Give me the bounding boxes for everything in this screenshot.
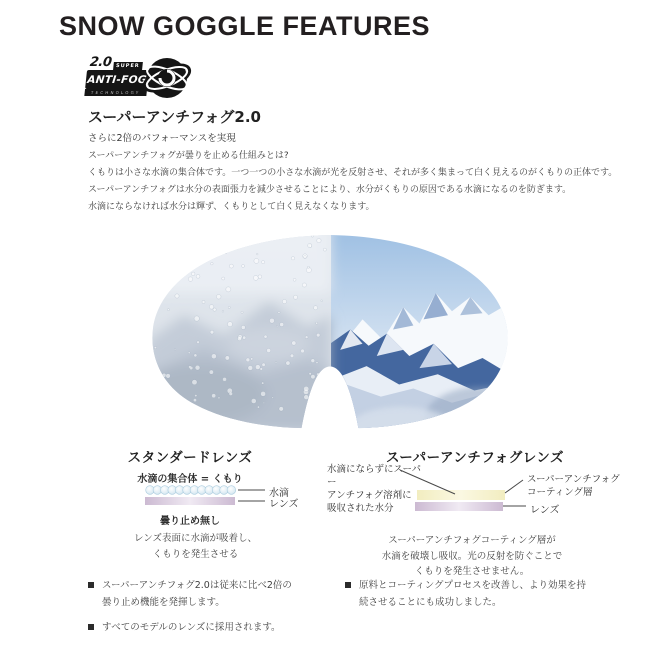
standard-caption: 水滴の集合体 = くもり (137, 474, 243, 485)
lens-label: レンズ (530, 505, 560, 516)
page-title: SNOW GOGGLE FEATURES (59, 11, 431, 41)
anti-fog-logo-text (83, 55, 150, 105)
absorbed-label-line: アンチフォグ溶剤に (327, 490, 412, 501)
lens-bar (145, 497, 235, 505)
bullet-item (88, 578, 338, 611)
bullet-square-icon (345, 582, 351, 588)
standard-diagram-graphic (143, 483, 353, 513)
standard-description (108, 531, 283, 562)
standard-lens-diagram (143, 483, 353, 513)
intro-line: スーパーアンチフォグが曇りを止める仕組みとは? (88, 151, 289, 161)
atom-swirl-icon (142, 53, 192, 103)
intro-line: スーパーアンチフォグは水分の表面張力を減少させることにより、水分がくもりの原因である水滴になるのを防ぎます。 (88, 185, 572, 195)
lens-label: レンズ (269, 499, 299, 510)
intro-line: 水滴にならなければ水分は輝ず、くもりとして白く見えなくなります。 (88, 202, 375, 212)
intro-line: くもりは小さな水滴の集合体です。一つ一つの小さな水滴が光を反射させ、それが多く集まって白く見えるのがくもりの正体です。 (88, 168, 618, 178)
standard-description-line: くもりを発生させる (152, 548, 239, 560)
goggle-lens-image (147, 221, 513, 433)
logo-version: 2.0 (89, 55, 113, 70)
bullet-line: スーパーアンチフォグ2.0は従来に比べ2倍の (102, 580, 292, 591)
bullet-line: 続させることにも成功しました。 (359, 596, 502, 608)
bullet-line: 原料とコーティングプロセスを改善し、より効果を持 (359, 580, 587, 591)
coating-label-line: スーパーアンチフォグ (527, 474, 620, 485)
standard-lens-title: スタンダードレンズ (127, 450, 253, 466)
antifog-lens-diagram (393, 468, 620, 520)
antifog-description-line: くもりを発生させません。 (414, 566, 530, 577)
coating-layer-label (527, 473, 620, 499)
antifog-description (358, 533, 586, 580)
logo-technology-label: TECHNOLOGY (84, 89, 147, 96)
bullet-square-icon (88, 582, 94, 588)
anti-fog-badge-label: ANTI-FOG (86, 73, 148, 86)
logo-super-label: SUPER (113, 62, 143, 70)
antifog-lens-title: スーパーアンチフォグレンズ (385, 450, 565, 466)
coating-bar (417, 490, 505, 500)
intro-paragraph (88, 148, 617, 216)
no-antifog-note: 曇り止め無し (160, 516, 220, 527)
absorbed-label-line: 水滴にならずにスーパー (327, 464, 422, 488)
section-subheading: さらに2倍のパフォーマンスを実現 (88, 133, 236, 144)
absorbed-label-line: 吸収された水分 (327, 503, 394, 514)
coating-label-line: コーティング層 (527, 487, 593, 498)
droplet-label: 水滴 (269, 488, 289, 499)
bullet-item (88, 620, 338, 637)
bullet-line: 曇り止め機能を発揮します。 (102, 596, 225, 608)
standard-description-line: レンズ表面に水滴が吸着し、 (134, 533, 257, 544)
antifog-description-line: 水滴を破壊し吸収。光の反射を防ぐことで (381, 550, 563, 562)
anti-fog-badge (85, 70, 149, 89)
section-heading: スーパーアンチフォグ2.0 (88, 108, 261, 126)
droplet-row (146, 486, 236, 495)
bullet-item (345, 578, 603, 611)
anti-fog-logo (86, 55, 196, 105)
bullet-line: すべてのモデルのレンズに採用されます。 (102, 622, 281, 633)
antifog-description-line: スーパーアンチフォグコーティング層が (388, 535, 556, 546)
coating-pointer-line (505, 480, 523, 493)
bullet-square-icon (88, 624, 94, 630)
lens-bar (415, 502, 503, 511)
